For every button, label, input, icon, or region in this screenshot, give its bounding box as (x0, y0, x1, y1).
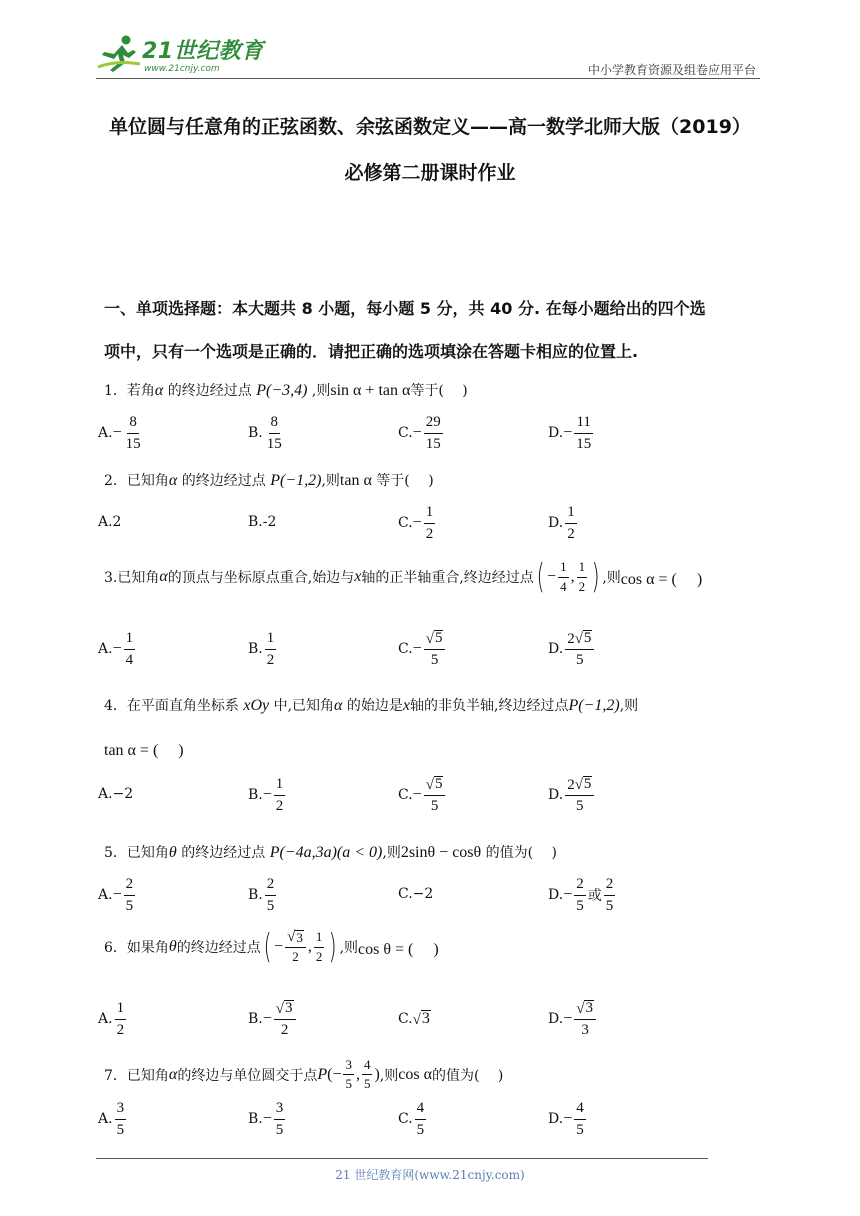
q6-option-d[interactable]: D. − √ 3 3 (548, 1000, 598, 1039)
q2-option-c[interactable]: C. − $\frac{1}{2}$ (398, 504, 434, 542)
q1-option-a[interactable]: A. − $\frac{8}{15}$ (98, 414, 141, 452)
question-4-stem-line2: tan α = ( ) (104, 742, 184, 759)
question-6-stem: 6．如果角 θ 的终边经过点 ( − √ 3 2 , $\frac{1}{2}$ ) ,则 cos θ = ( ) (104, 927, 439, 968)
question-2-stem: 2．已知角α 的终边经过点 P(−1,2),则tan α 等于( ) (104, 472, 434, 489)
question-1-stem: 1．若角α 的终边经过点 P(−3,4) ,则sin α + tan α等于( ) (104, 382, 468, 399)
footer-divider (96, 1158, 708, 1159)
logo-text: 21世纪教育 (142, 39, 264, 64)
q4-option-d[interactable]: D. 2 √ 5 5 (548, 776, 596, 815)
q6-option-c[interactable]: C. √ 3 (398, 1010, 430, 1028)
q7-option-b[interactable]: B. − $\frac{3}{5}$ (248, 1100, 284, 1138)
q7-option-a[interactable]: A. $\frac{3}{5}$ (98, 1100, 125, 1138)
footer-text: 21 世纪教育网(www.21cnjy.com) (335, 1168, 525, 1182)
section-heading-line1: 一、单项选择题：本大题共 8 小题，每小题 5 分，共 40 分. 在每小题给出的四个选 (104, 299, 706, 318)
q4-option-c[interactable]: C. − √ 5 5 (398, 776, 447, 815)
q6-option-a[interactable]: A. $\frac{1}{2}$ (98, 1000, 125, 1038)
q7-option-d[interactable]: D. − $\frac{4}{5}$ (548, 1100, 584, 1138)
q6-option-b[interactable]: B. − √ 3 2 (248, 1000, 298, 1039)
document-title-line2: 必修第二册课时作业 (344, 162, 516, 184)
q3-option-a[interactable]: A. − $\frac{1}{4}$ (98, 630, 134, 668)
q3-option-d[interactable]: D. 2 √ 5 5 (548, 630, 596, 669)
document-title-line1: 单位圆与任意角的正弦函数、余弦函数定义——高一数学北师大版（2019） (109, 116, 751, 138)
q5-option-a[interactable]: A. − $\frac{2}{5}$ (98, 876, 134, 914)
q1-option-d[interactable]: D. − $\frac{11}{15}$ (548, 414, 592, 452)
q2-option-a[interactable]: A.2 (98, 514, 122, 530)
q4-option-a[interactable]: A.−2 (98, 786, 134, 802)
q1-option-b[interactable]: B. $\frac{8}{15}$ (248, 414, 282, 452)
q7-option-c[interactable]: C. $\frac{4}{5}$ (398, 1100, 425, 1138)
question-5-stem: 5．已知角θ 的终边经过点 P(−4a,3a)(a < 0),则2sinθ − cosθ 的值为( ) (104, 844, 558, 861)
q3-option-b[interactable]: B. $\frac{1}{2}$ (248, 630, 275, 668)
question-7-stem: 7．已知角 α 的终边与单位圆交于点 P ( − $\frac{3}{5}$ , $\frac{4}{5}$ ) ,则 cos α 的值为( ) (104, 1057, 504, 1092)
platform-label: 中小学教育资源及组卷应用平台 (587, 63, 756, 77)
q4-option-b[interactable]: B. − $\frac{1}{2}$ (248, 776, 284, 814)
question-4-stem: 4．在平面直角坐标系 xOy 中,已知角α 的始边是x轴的非负半轴,终边经过点P(−1,2),则 (104, 697, 639, 714)
runner-logo-icon (96, 34, 142, 74)
q1-option-c[interactable]: C. − $\frac{29}{15}$ (398, 414, 441, 452)
q2-option-d[interactable]: D. $\frac{1}{2}$ (548, 504, 575, 542)
q5-option-c[interactable]: C.−2 (398, 886, 434, 902)
q5-option-b[interactable]: B. $\frac{2}{5}$ (248, 876, 275, 914)
question-3-stem: 3.已知角 α 的顶点与坐标原点重合,始边与 x 轴的正半轴重合,终边经过点 ( − $\frac{1}{4}$ , $\frac{1}{2}$ ) ,则 cos α = ( ) (104, 557, 703, 597)
q5-option-d[interactable]: D. − $\frac{2}{5}$ 或 $\frac{2}{5}$ (548, 876, 614, 914)
q3-option-c[interactable]: C. − √ 5 5 (398, 630, 447, 669)
logo (96, 32, 266, 80)
logo-url: www.21cnjy.com (144, 64, 220, 74)
header-divider (96, 78, 760, 79)
q2-option-b[interactable]: B.-2 (248, 514, 277, 530)
section-heading-line2: 项中，只有一个选项是正确的．请把正确的选项填涂在答题卡相应的位置上. (104, 342, 639, 361)
